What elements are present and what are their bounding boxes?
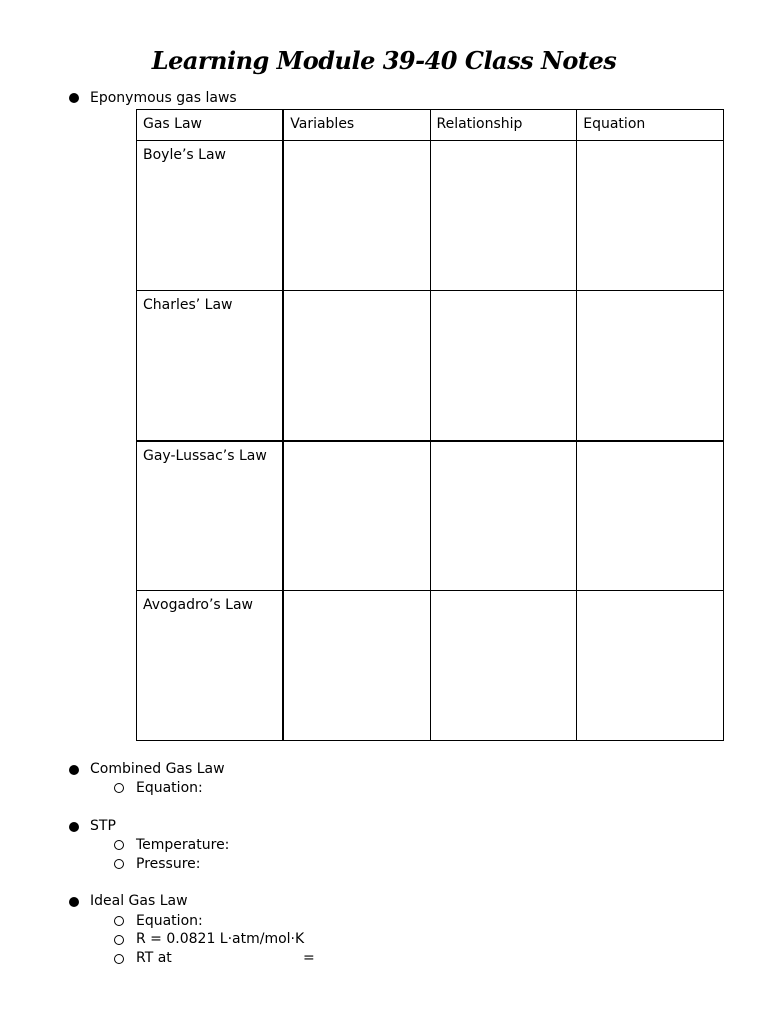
cell-relationship <box>430 141 577 291</box>
header-variables: Variables <box>283 110 430 141</box>
stp-pressure-label: Pressure: <box>136 856 201 872</box>
bullet-dot-icon <box>69 765 79 775</box>
header-relationship: Relationship <box>430 110 577 141</box>
cell-law-name: Gay-Lussac’s Law <box>137 441 284 591</box>
cell-variables <box>283 591 430 741</box>
ideal-rt-at-label: RT at <box>136 950 172 966</box>
bullet-dot-icon <box>69 822 79 832</box>
stp-temperature-label: Temperature: <box>136 837 230 853</box>
ideal-equation-label: Equation: <box>136 913 203 929</box>
cell-variables <box>283 291 430 441</box>
cell-law-name: Boyle’s Law <box>137 141 284 291</box>
bullet-dot-icon <box>69 93 79 103</box>
table-row <box>137 291 724 441</box>
combined-equation-label: Equation: <box>136 780 203 796</box>
table-header-row <box>137 110 724 141</box>
header-gas-law: Gas Law <box>137 110 284 141</box>
sub-bullet-circle-icon <box>114 916 124 926</box>
table-row <box>137 141 724 291</box>
cell-relationship <box>430 441 577 591</box>
gas-laws-table <box>136 109 724 741</box>
cell-variables <box>283 441 430 591</box>
table-row <box>137 591 724 741</box>
cell-law-name: Avogadro’s Law <box>137 591 284 741</box>
sub-bullet-circle-icon <box>114 954 124 964</box>
sub-bullet-circle-icon <box>114 935 124 945</box>
cell-relationship <box>430 591 577 741</box>
cell-equation <box>577 591 724 741</box>
sub-bullet-circle-icon <box>114 840 124 850</box>
page-title: Learning Module 39-40 Class Notes <box>151 46 617 75</box>
sub-bullet-circle-icon <box>114 859 124 869</box>
table-row <box>137 441 724 591</box>
cell-equation <box>577 291 724 441</box>
section-stp-label: STP <box>90 818 116 834</box>
section-ideal-label: Ideal Gas Law <box>90 893 188 909</box>
cell-equation <box>577 441 724 591</box>
cell-equation <box>577 141 724 291</box>
cell-relationship <box>430 291 577 441</box>
header-equation: Equation <box>577 110 724 141</box>
section-eponymous-label: Eponymous gas laws <box>90 90 237 106</box>
bullet-dot-icon <box>69 897 79 907</box>
ideal-r-constant: R = 0.0821 L·atm/mol·K <box>136 931 305 947</box>
section-combined-label: Combined Gas Law <box>90 761 225 777</box>
sub-bullet-circle-icon <box>114 783 124 793</box>
cell-law-name: Charles’ Law <box>137 291 284 441</box>
ideal-rt-equals: = <box>303 950 315 966</box>
cell-variables <box>283 141 430 291</box>
